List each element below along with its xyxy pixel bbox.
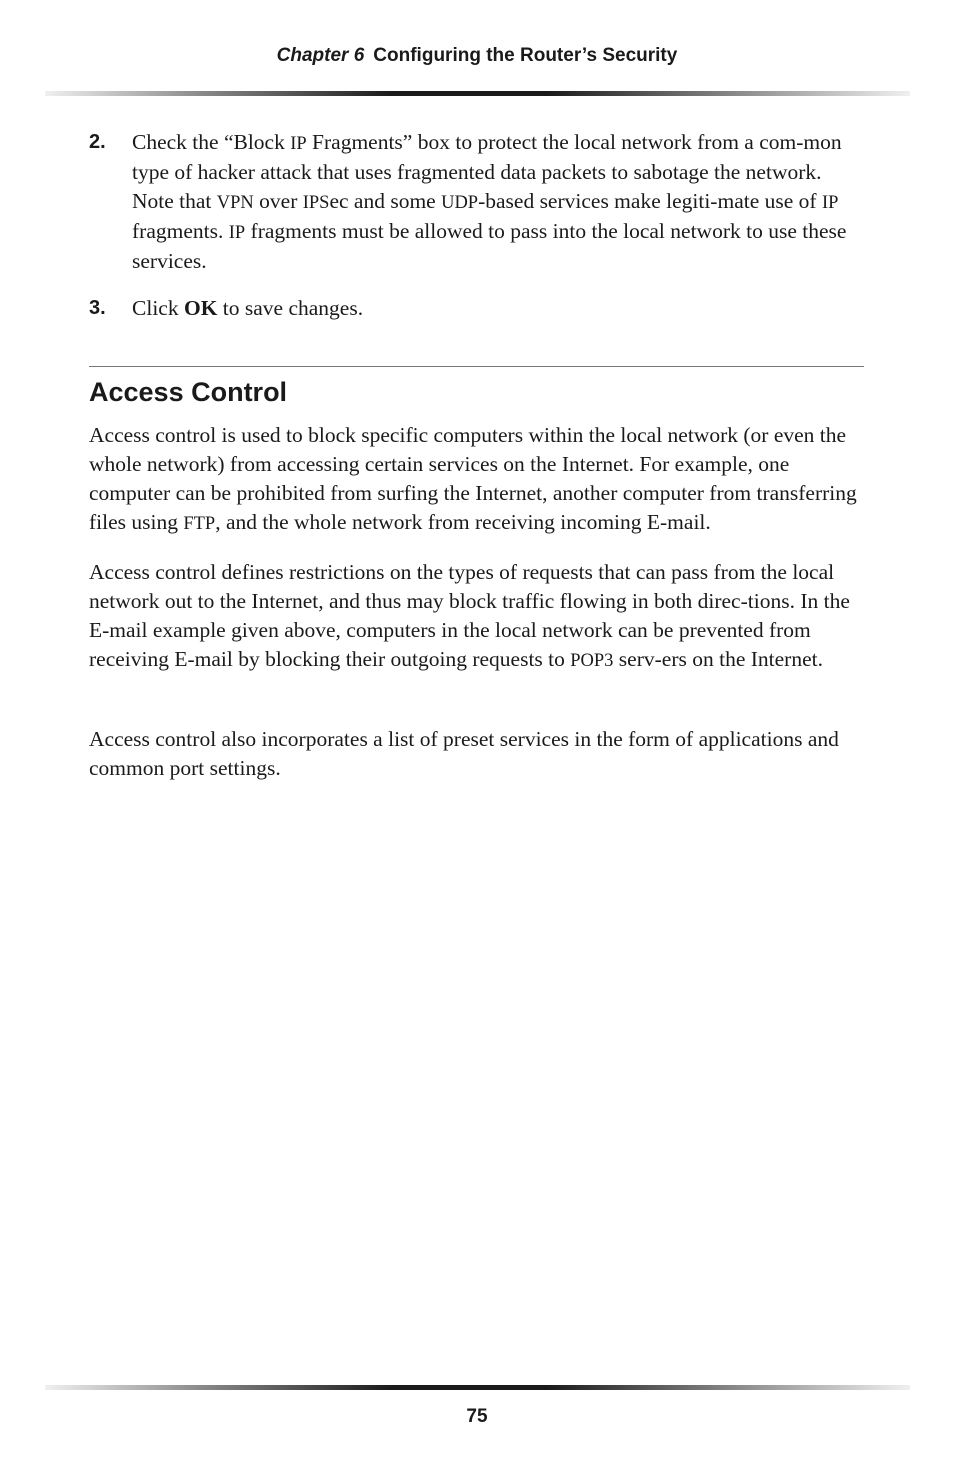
footer-rule xyxy=(45,1385,910,1390)
step-item xyxy=(89,128,869,276)
text-run: serv-ers on the Internet. xyxy=(613,647,823,671)
paragraph xyxy=(89,558,869,675)
text-run: , and the whole network from receiving incoming E-mail. xyxy=(215,510,711,534)
text-run: fragments. xyxy=(132,219,229,243)
abbreviation: POP3 xyxy=(570,650,614,670)
text-run: over xyxy=(253,189,303,213)
text-run: ec and some xyxy=(329,189,442,213)
header-rule xyxy=(45,91,910,96)
text-run: Click xyxy=(132,296,184,320)
abbreviation: IP xyxy=(290,133,307,153)
text-run: Fragments” box to protect the local network from a com-mon type of hacker attack that uses fragmented data packets to sabotage the network. Note that xyxy=(132,130,842,213)
text-run: Check the “Block xyxy=(132,130,291,154)
text-run: to save changes. xyxy=(217,296,364,320)
abbreviation: UDP xyxy=(441,192,479,212)
paragraph: Access control also incorporates a list of preset services in the form of applications and common port settings. xyxy=(89,727,839,780)
section-divider xyxy=(89,366,864,367)
text-run: -based services make legiti-mate use of xyxy=(478,189,822,213)
abbreviation: IPS xyxy=(302,192,330,212)
abbreviation: FTP xyxy=(183,513,216,533)
text-run: fragments must be allowed to pass into the local network to use these services. xyxy=(132,219,847,273)
page-number: 75 xyxy=(466,1406,488,1427)
ok-label: OK xyxy=(183,296,218,320)
running-header xyxy=(0,45,954,67)
chapter-title: Configuring the Router’s Security xyxy=(373,45,678,66)
text-run: Access control is used to block specific computers within the local network (or even the whole network) from accessing certain services on the Internet. For example, one computer can be prohibited from surfing the Internet, another computer from transferring files using xyxy=(89,423,857,534)
step-number: 3. xyxy=(89,297,106,319)
paragraph xyxy=(89,421,869,538)
section-heading: Access Control xyxy=(89,377,288,407)
step-text xyxy=(132,294,862,323)
step-number: 2. xyxy=(89,131,106,153)
abbreviation: IP xyxy=(821,192,839,212)
chapter-label: Chapter 6 xyxy=(276,45,365,66)
step-item xyxy=(89,294,869,323)
abbreviation: IP xyxy=(228,222,246,242)
abbreviation: VPN xyxy=(216,192,254,212)
step-text xyxy=(132,128,862,276)
text-run: Access control defines restrictions on the types of requests that can pass from the local network out to the Internet, and thus may block traffic flowing in both direc-tions. In the E-mail example given above, computers in the local network can be prevented from receiving E-mail by blocking their outgoing requests to xyxy=(89,560,850,671)
